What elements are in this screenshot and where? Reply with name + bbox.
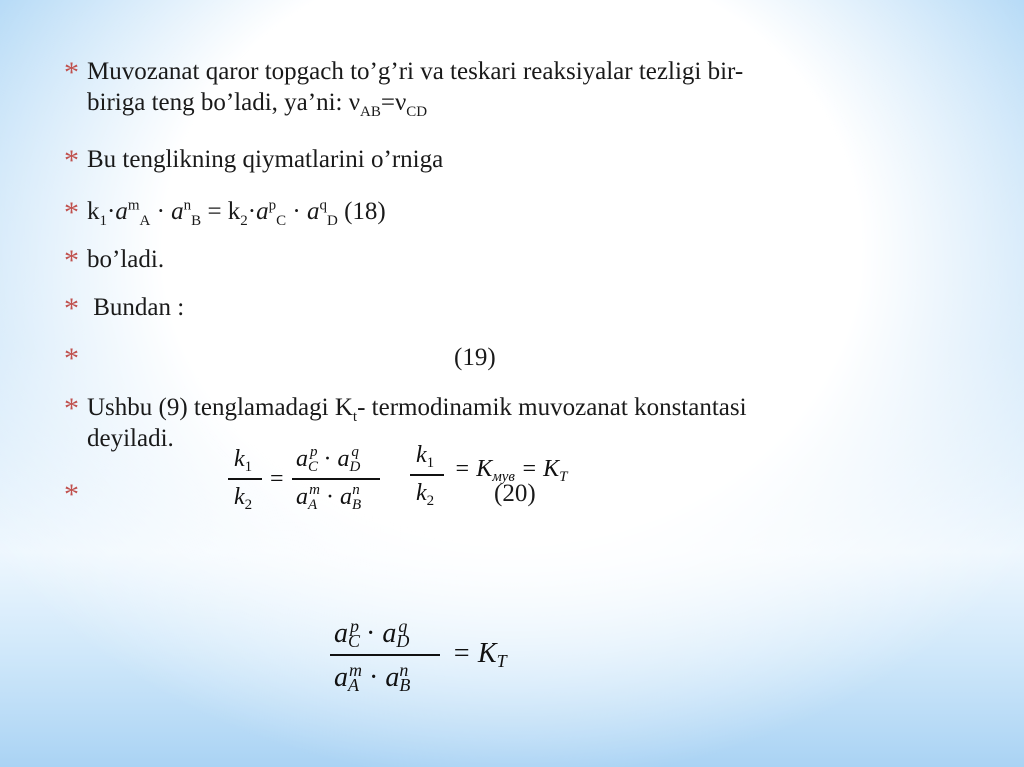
formula-19: $k_1$ $k_2$ = $a_C^p \cdot a_D^q$ $a_A^m \cdot a_B^n$ $k_1$ $k_2$ = $K_{мув} = K_T$ [228, 440, 608, 520]
bullet-1-line-2: biriga teng bo’ladi, ya’ni: $\nu_{AB}=\nu_{CD}$ [87, 89, 428, 120]
bullet-star-icon: * [64, 196, 79, 229]
bullet-star-icon: * [64, 56, 79, 89]
bullet-1-line-1: Muvozanat qaror topgach to’g’ri va teskari reaksiyalar tezligi bir- [87, 58, 744, 85]
equation-number-19: (19) [454, 344, 496, 371]
equation-number-20: (20) [494, 480, 536, 507]
equals-sign: = [270, 466, 284, 492]
rate-equation-18: $k_1\cdot a^m_A \cdot a^n_B = k_2\cdot a^p_C \cdot a^q_D$ (18) [87, 197, 386, 229]
bullet-star-icon: * [64, 244, 79, 277]
bullet-4-text: bo’ladi. [87, 246, 165, 273]
bullet-1-text [87, 56, 927, 118]
bullet-7-line-1: Ushbu (9) tenglamadagi $K_t-$ termodinamik muvozanat konstantasi [87, 394, 747, 425]
bullet-star-icon: * [64, 292, 79, 325]
bullet-star-icon: * [64, 478, 79, 511]
equilibrium-constant: = $K_{мув} = K_T$ [454, 456, 568, 485]
bullet-star-icon: * [64, 342, 79, 375]
bullet-5-text: Bundan : [87, 294, 185, 321]
bullet-2-text: Bu tenglikning qiymatlarini o’rniga [87, 146, 444, 173]
bullet-star-icon: * [64, 144, 79, 177]
bullet-7-line-2: deyiladi. [87, 425, 174, 452]
bullet-star-icon: * [64, 392, 79, 425]
constant-kt: = KT [452, 638, 507, 671]
formula-bottom: $aC^p \cdot aD^q$ $aA^m \cdot aB^n$ = KT [330, 612, 590, 702]
